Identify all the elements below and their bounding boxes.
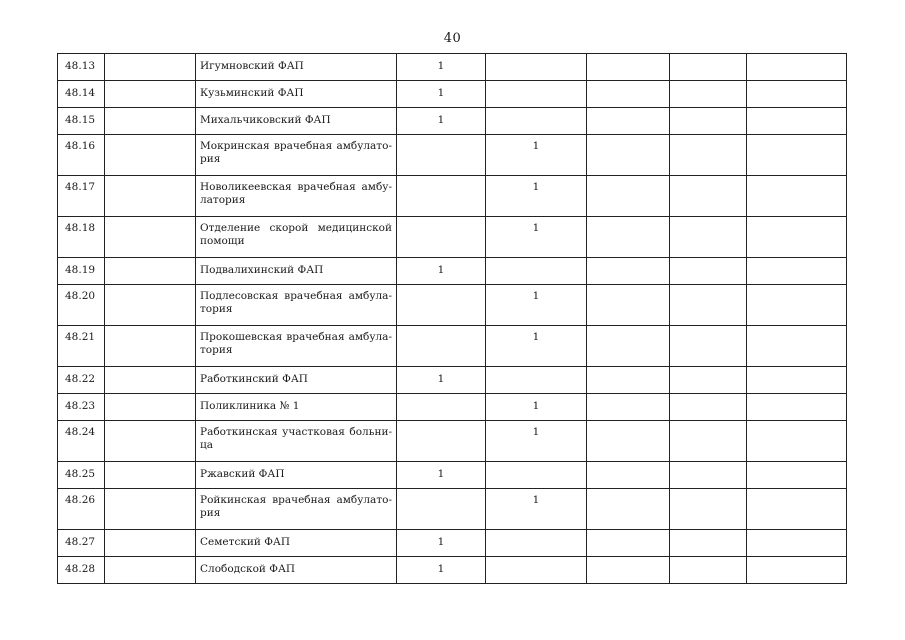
- empty-cell: [587, 462, 670, 489]
- table-row: [58, 258, 847, 285]
- count-cell-ambulatory: 1: [486, 285, 587, 326]
- empty-cell: [747, 176, 847, 217]
- count-cell-fap: [397, 326, 486, 367]
- count-cell-ambulatory: [486, 81, 587, 108]
- empty-cell: [105, 557, 196, 584]
- empty-cell: [747, 81, 847, 108]
- empty-cell: [747, 54, 847, 81]
- empty-cell: [105, 489, 196, 530]
- empty-cell: [747, 108, 847, 135]
- empty-cell: [105, 217, 196, 258]
- count-cell-fap: [397, 217, 486, 258]
- row-number-cell: 48.19: [58, 258, 105, 285]
- facility-name-cell: Работкинский ФАП: [196, 367, 397, 394]
- count-cell-ambulatory: [486, 367, 587, 394]
- facility-name-cell: Игумновский ФАП: [196, 54, 397, 81]
- count-cell-ambulatory: [486, 108, 587, 135]
- row-number-cell: 48.28: [58, 557, 105, 584]
- empty-cell: [105, 367, 196, 394]
- count-cell-ambulatory: 1: [486, 217, 587, 258]
- row-number-cell: 48.17: [58, 176, 105, 217]
- facility-name-cell: Слободской ФАП: [196, 557, 397, 584]
- empty-cell: [105, 421, 196, 462]
- empty-cell: [587, 394, 670, 421]
- count-cell-ambulatory: [486, 54, 587, 81]
- count-cell-ambulatory: 1: [486, 326, 587, 367]
- row-number-cell: 48.14: [58, 81, 105, 108]
- empty-cell: [670, 489, 747, 530]
- empty-cell: [587, 421, 670, 462]
- count-cell-ambulatory: 1: [486, 135, 587, 176]
- table-row: [58, 285, 847, 326]
- table-row: [58, 462, 847, 489]
- empty-cell: [587, 176, 670, 217]
- table-row: [58, 54, 847, 81]
- empty-cell: [105, 285, 196, 326]
- table-row: [58, 217, 847, 258]
- row-number-cell: 48.13: [58, 54, 105, 81]
- facility-name-cell: Поликлиника № 1: [196, 394, 397, 421]
- table-row: [58, 176, 847, 217]
- count-cell-fap: [397, 176, 486, 217]
- count-cell-ambulatory: [486, 462, 587, 489]
- empty-cell: [670, 285, 747, 326]
- empty-cell: [670, 135, 747, 176]
- facility-name-cell: Работкинская участковая больни-ца: [196, 421, 397, 462]
- facility-name-cell: Михальчиковский ФАП: [196, 108, 397, 135]
- count-cell-ambulatory: [486, 258, 587, 285]
- count-cell-fap: 1: [397, 108, 486, 135]
- count-cell-fap: 1: [397, 258, 486, 285]
- row-number-cell: 48.25: [58, 462, 105, 489]
- facilities-table: [57, 53, 847, 584]
- facility-name-cell: Семетский ФАП: [196, 530, 397, 557]
- table-row: [58, 135, 847, 176]
- empty-cell: [747, 462, 847, 489]
- empty-cell: [670, 394, 747, 421]
- empty-cell: [105, 530, 196, 557]
- empty-cell: [670, 557, 747, 584]
- row-number-cell: 48.20: [58, 285, 105, 326]
- empty-cell: [747, 489, 847, 530]
- count-cell-ambulatory: 1: [486, 394, 587, 421]
- empty-cell: [670, 54, 747, 81]
- empty-cell: [587, 367, 670, 394]
- empty-cell: [747, 135, 847, 176]
- empty-cell: [587, 557, 670, 584]
- facility-name-cell: Новоликеевская врачебная амбу-латория: [196, 176, 397, 217]
- empty-cell: [747, 258, 847, 285]
- table-row: [58, 326, 847, 367]
- empty-cell: [587, 108, 670, 135]
- count-cell-ambulatory: 1: [486, 421, 587, 462]
- count-cell-ambulatory: 1: [486, 176, 587, 217]
- count-cell-fap: [397, 421, 486, 462]
- empty-cell: [670, 258, 747, 285]
- empty-cell: [747, 217, 847, 258]
- empty-cell: [670, 421, 747, 462]
- facility-name-cell: Подвалихинский ФАП: [196, 258, 397, 285]
- empty-cell: [747, 326, 847, 367]
- table-row: [58, 108, 847, 135]
- table-row: [58, 367, 847, 394]
- count-cell-fap: [397, 394, 486, 421]
- empty-cell: [670, 367, 747, 394]
- empty-cell: [670, 81, 747, 108]
- count-cell-ambulatory: [486, 557, 587, 584]
- empty-cell: [670, 176, 747, 217]
- table-body: [58, 54, 847, 584]
- facility-name-cell: Подлесовская врачебная амбула-тория: [196, 285, 397, 326]
- row-number-cell: 48.16: [58, 135, 105, 176]
- table-row: [58, 530, 847, 557]
- facility-name-cell: Ройкинская врачебная амбулато-рия: [196, 489, 397, 530]
- empty-cell: [105, 176, 196, 217]
- facility-name-cell: Мокринская врачебная амбулато-рия: [196, 135, 397, 176]
- row-number-cell: 48.26: [58, 489, 105, 530]
- empty-cell: [105, 108, 196, 135]
- count-cell-ambulatory: 1: [486, 489, 587, 530]
- empty-cell: [105, 394, 196, 421]
- empty-cell: [747, 394, 847, 421]
- table-row: [58, 489, 847, 530]
- row-number-cell: 48.22: [58, 367, 105, 394]
- row-number-cell: 48.21: [58, 326, 105, 367]
- empty-cell: [587, 54, 670, 81]
- empty-cell: [670, 462, 747, 489]
- count-cell-fap: [397, 489, 486, 530]
- row-number-cell: 48.18: [58, 217, 105, 258]
- row-number-cell: 48.15: [58, 108, 105, 135]
- row-number-cell: 48.24: [58, 421, 105, 462]
- table-row: [58, 421, 847, 462]
- empty-cell: [747, 421, 847, 462]
- facility-name-cell: Отделение скорой медицинской помощи: [196, 217, 397, 258]
- empty-cell: [587, 326, 670, 367]
- empty-cell: [670, 530, 747, 557]
- table-row: [58, 394, 847, 421]
- count-cell-fap: 1: [397, 81, 486, 108]
- count-cell-ambulatory: [486, 530, 587, 557]
- count-cell-fap: 1: [397, 54, 486, 81]
- count-cell-fap: [397, 135, 486, 176]
- empty-cell: [670, 326, 747, 367]
- empty-cell: [105, 54, 196, 81]
- count-cell-fap: 1: [397, 557, 486, 584]
- table-row: [58, 81, 847, 108]
- empty-cell: [747, 285, 847, 326]
- empty-cell: [105, 81, 196, 108]
- empty-cell: [670, 108, 747, 135]
- empty-cell: [747, 367, 847, 394]
- count-cell-fap: 1: [397, 462, 486, 489]
- empty-cell: [587, 135, 670, 176]
- count-cell-fap: 1: [397, 367, 486, 394]
- empty-cell: [105, 135, 196, 176]
- count-cell-fap: 1: [397, 530, 486, 557]
- empty-cell: [587, 285, 670, 326]
- empty-cell: [105, 462, 196, 489]
- table-row: [58, 557, 847, 584]
- empty-cell: [587, 258, 670, 285]
- empty-cell: [670, 217, 747, 258]
- empty-cell: [105, 258, 196, 285]
- empty-cell: [747, 530, 847, 557]
- count-cell-fap: [397, 285, 486, 326]
- empty-cell: [587, 81, 670, 108]
- page-number: 40: [443, 31, 462, 46]
- facility-name-cell: Ржавский ФАП: [196, 462, 397, 489]
- row-number-cell: 48.23: [58, 394, 105, 421]
- empty-cell: [587, 489, 670, 530]
- empty-cell: [105, 326, 196, 367]
- facility-name-cell: Кузьминский ФАП: [196, 81, 397, 108]
- row-number-cell: 48.27: [58, 530, 105, 557]
- empty-cell: [587, 217, 670, 258]
- empty-cell: [587, 530, 670, 557]
- empty-cell: [747, 557, 847, 584]
- facility-name-cell: Прокошевская врачебная амбула-тория: [196, 326, 397, 367]
